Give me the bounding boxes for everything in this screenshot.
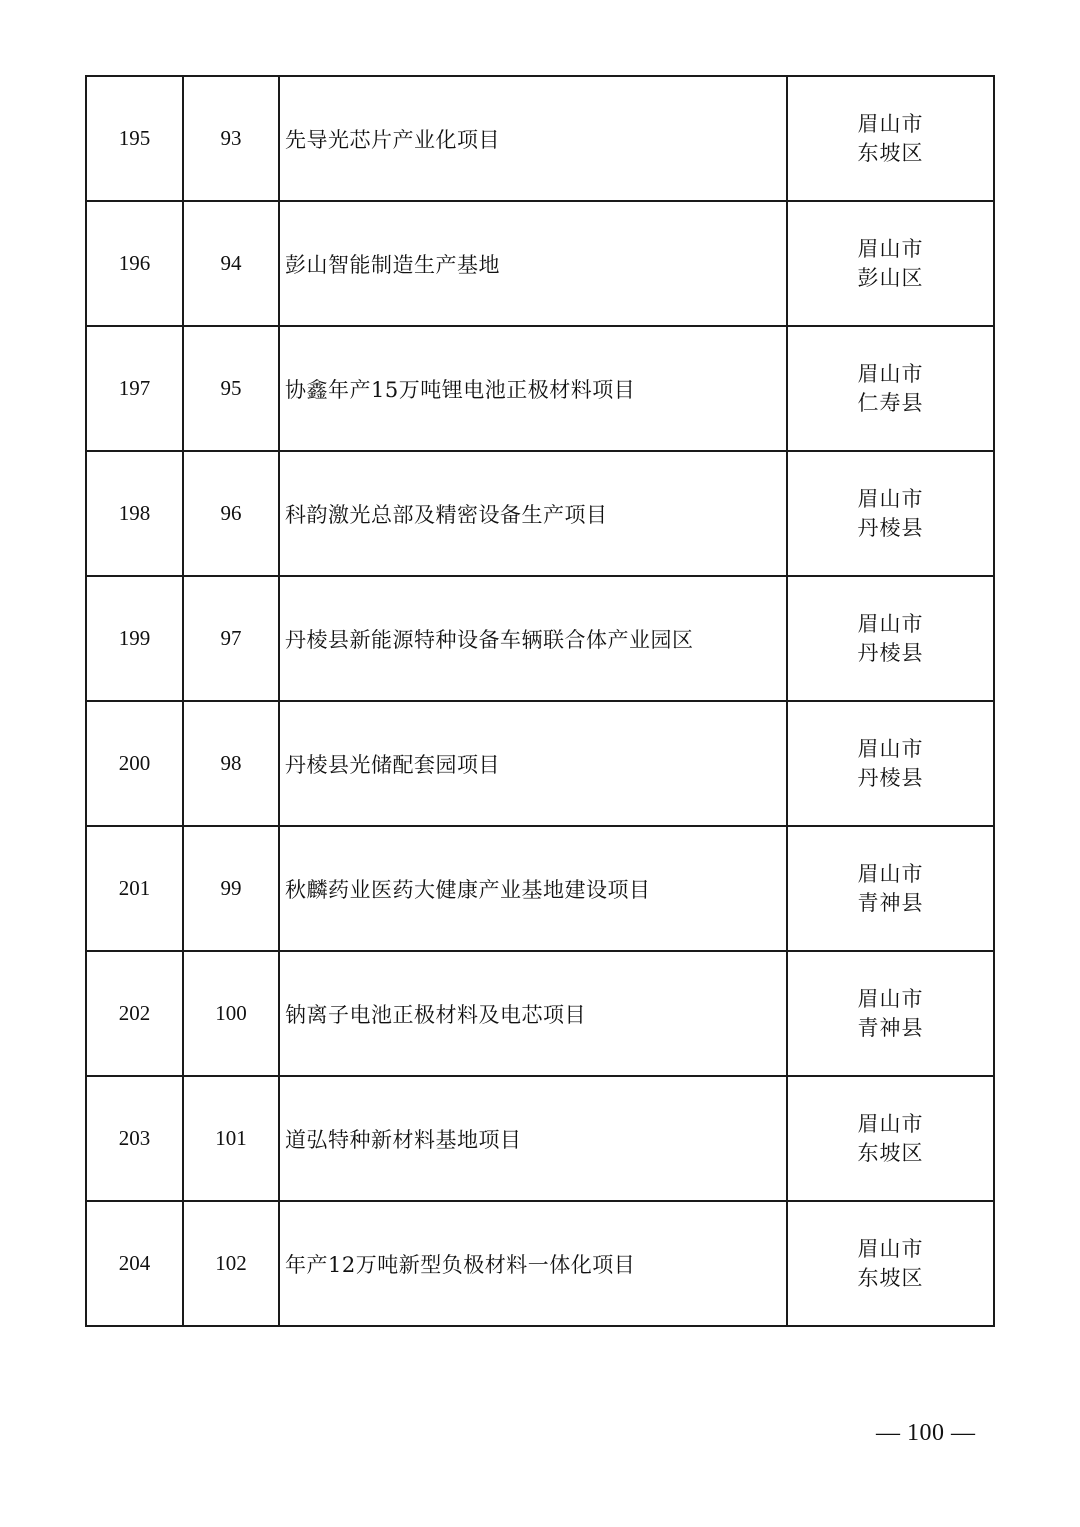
row-location <box>787 1076 994 1201</box>
row-location <box>787 451 994 576</box>
row-sub-number: 101 <box>183 1076 279 1201</box>
row-location-city: 眉山市 <box>857 1236 924 1261</box>
row-serial-number: 199 <box>86 576 183 701</box>
row-location-district: 东坡区 <box>857 1265 924 1290</box>
row-serial-number: 204 <box>86 1201 183 1326</box>
row-sub-number: 97 <box>183 576 279 701</box>
table-row <box>86 951 994 1076</box>
row-sub-number: 93 <box>183 76 279 201</box>
table-row <box>86 826 994 951</box>
row-location-city: 眉山市 <box>857 861 924 886</box>
table-row <box>86 76 994 201</box>
row-location-district: 丹棱县 <box>857 765 924 790</box>
row-location-city: 眉山市 <box>857 486 924 511</box>
row-project-name: 丹棱县光储配套园项目 <box>279 701 787 826</box>
table-row <box>86 576 994 701</box>
page-number: — 100 — <box>876 1420 976 1446</box>
row-location-district: 青神县 <box>857 890 924 915</box>
row-sub-number: 102 <box>183 1201 279 1326</box>
row-sub-number: 96 <box>183 451 279 576</box>
row-project-name: 先导光芯片产业化项目 <box>279 76 787 201</box>
row-location-city: 眉山市 <box>857 361 924 386</box>
row-location-city: 眉山市 <box>857 736 924 761</box>
row-location-district: 丹棱县 <box>857 515 924 540</box>
table-row <box>86 326 994 451</box>
project-table-container <box>85 75 993 1327</box>
project-table <box>85 75 995 1327</box>
row-serial-number: 203 <box>86 1076 183 1201</box>
row-location <box>787 701 994 826</box>
row-location <box>787 76 994 201</box>
row-location <box>787 201 994 326</box>
row-serial-number: 198 <box>86 451 183 576</box>
row-location-district: 青神县 <box>857 1015 924 1040</box>
table-row <box>86 201 994 326</box>
row-location-city: 眉山市 <box>857 1111 924 1136</box>
row-location-city: 眉山市 <box>857 236 924 261</box>
row-sub-number: 99 <box>183 826 279 951</box>
row-location <box>787 326 994 451</box>
row-location-city: 眉山市 <box>857 986 924 1011</box>
row-project-name: 科韵激光总部及精密设备生产项目 <box>279 451 787 576</box>
row-serial-number: 201 <box>86 826 183 951</box>
row-location-district: 彭山区 <box>857 265 924 290</box>
row-location-district: 仁寿县 <box>857 390 924 415</box>
row-serial-number: 200 <box>86 701 183 826</box>
row-project-name: 协鑫年产15万吨锂电池正极材料项目 <box>279 326 787 451</box>
row-location <box>787 826 994 951</box>
row-location-district: 东坡区 <box>857 1140 924 1165</box>
row-sub-number: 94 <box>183 201 279 326</box>
row-serial-number: 195 <box>86 76 183 201</box>
table-row <box>86 1076 994 1201</box>
row-project-name: 彭山智能制造生产基地 <box>279 201 787 326</box>
row-location-city: 眉山市 <box>857 611 924 636</box>
row-project-name: 道弘特种新材料基地项目 <box>279 1076 787 1201</box>
row-project-name: 秋麟药业医药大健康产业基地建设项目 <box>279 826 787 951</box>
row-serial-number: 202 <box>86 951 183 1076</box>
row-serial-number: 197 <box>86 326 183 451</box>
row-sub-number: 95 <box>183 326 279 451</box>
row-location <box>787 951 994 1076</box>
row-location-city: 眉山市 <box>857 111 924 136</box>
row-serial-number: 196 <box>86 201 183 326</box>
table-row <box>86 451 994 576</box>
row-project-name: 年产12万吨新型负极材料一体化项目 <box>279 1201 787 1326</box>
table-row <box>86 701 994 826</box>
row-location-district: 东坡区 <box>857 140 924 165</box>
project-table-body <box>86 76 994 1326</box>
row-location <box>787 1201 994 1326</box>
row-sub-number: 98 <box>183 701 279 826</box>
row-project-name: 钠离子电池正极材料及电芯项目 <box>279 951 787 1076</box>
row-sub-number: 100 <box>183 951 279 1076</box>
row-project-name: 丹棱县新能源特种设备车辆联合体产业园区 <box>279 576 787 701</box>
table-row <box>86 1201 994 1326</box>
row-location-district: 丹棱县 <box>857 640 924 665</box>
row-location <box>787 576 994 701</box>
